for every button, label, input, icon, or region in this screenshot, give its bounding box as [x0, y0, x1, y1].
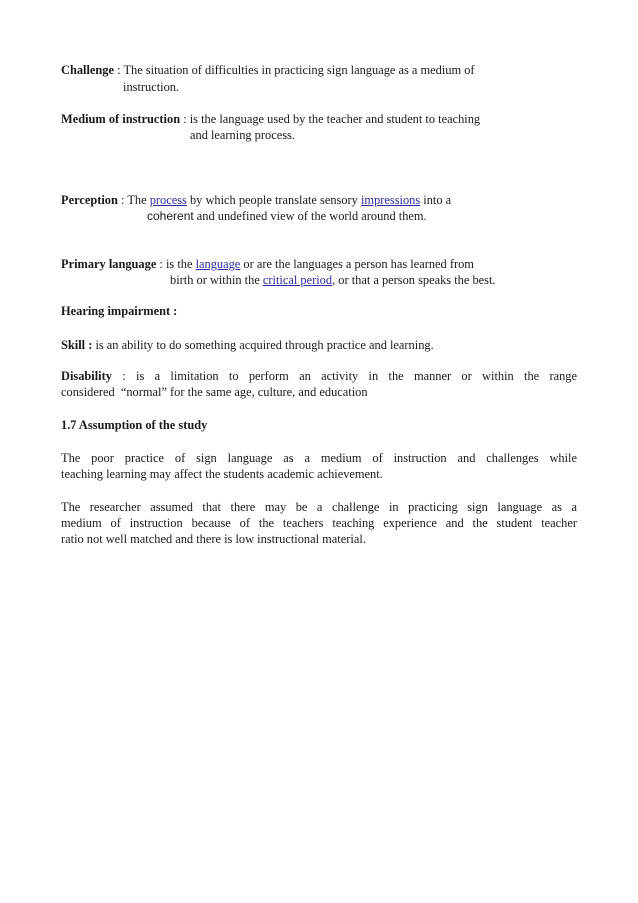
- term-perception: Perception: [61, 193, 118, 207]
- definition-text: , or that a person speaks the best.: [332, 273, 496, 287]
- definition-challenge-continued: instruction.: [123, 80, 180, 94]
- definition-primary-language: [61, 256, 474, 272]
- definition-disability: [61, 368, 577, 384]
- definition-primary-language-continued: [170, 272, 496, 288]
- separator: :: [156, 257, 166, 271]
- paragraph-line: ratio not well matched and there is low instructional material.: [61, 532, 366, 546]
- term-hearing-impairment: Hearing impairment :: [61, 304, 178, 318]
- term-primary-language: Primary language: [61, 257, 157, 271]
- term-challenge: Challenge: [61, 63, 115, 77]
- definition-text: coherent: [147, 209, 194, 223]
- separator: :: [117, 193, 128, 207]
- link-impressions[interactable]: impressions: [360, 193, 421, 207]
- definition-perception: [61, 192, 451, 208]
- paragraph-line: teaching learning may affect the students academic achievement.: [61, 467, 383, 481]
- definition-text: and undefined view of the world around them.: [193, 209, 427, 223]
- section-heading: 1.7 Assumption of the study: [61, 418, 208, 432]
- link-process[interactable]: process: [149, 193, 187, 207]
- definition-text: : is a limitation to perform an activity in the manner or within the range: [111, 369, 577, 383]
- definition-text: into a: [420, 193, 452, 207]
- term-skill: Skill :: [61, 338, 93, 352]
- definition-text: birth or within the: [170, 273, 263, 287]
- definition-text: by which people translate sensory: [186, 193, 361, 207]
- definition-text: is the: [165, 257, 196, 271]
- paragraph-line: The poor practice of sign language as a medium of instruction and challenges while: [61, 451, 577, 465]
- definition-skill: [61, 337, 434, 353]
- definition-text: The: [127, 193, 150, 207]
- term-medium-of-instruction: Medium of instruction: [61, 112, 181, 126]
- definition-text: or are the languages a person has learned from: [240, 257, 474, 271]
- separator: :: [114, 63, 124, 77]
- paragraph-line: The researcher assumed that there may be a challenge in practicing sign language as a: [61, 500, 577, 514]
- definition-medium-continued: and learning process.: [190, 128, 295, 142]
- definition-medium: [61, 111, 480, 127]
- definition-text: is an ability to do something acquired through practice and learning.: [92, 338, 434, 352]
- link-language[interactable]: language: [195, 257, 241, 271]
- link-critical-period[interactable]: critical period: [262, 273, 333, 287]
- term-disability: Disability: [61, 369, 112, 383]
- definition-challenge: [61, 62, 475, 78]
- definition-disability-continued: considered “normal” for the same age, culture, and education: [61, 385, 368, 399]
- separator: :: [180, 112, 190, 126]
- definition-text: The situation of difficulties in practicing sign language as a medium of: [123, 63, 475, 77]
- definition-text: is the language used by the teacher and student to teaching: [189, 112, 481, 126]
- paragraph-line: medium of instruction because of the teachers teaching experience and the student teacher: [61, 516, 577, 530]
- definition-perception-continued: [147, 208, 427, 224]
